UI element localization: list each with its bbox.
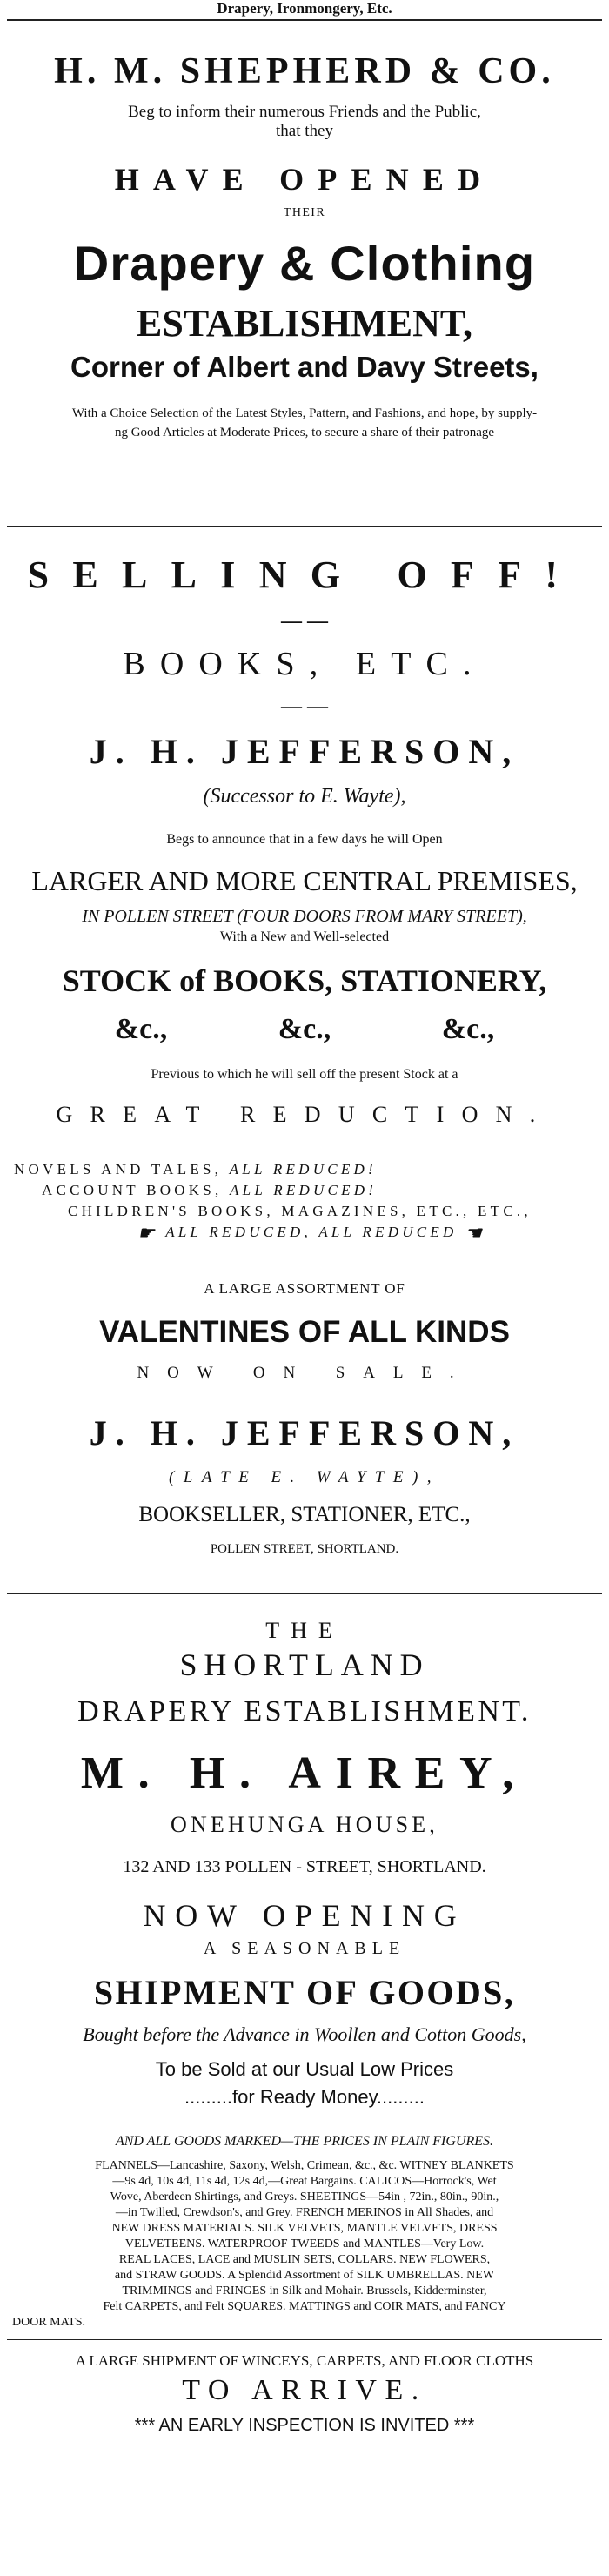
now-opening: NOW OPENING xyxy=(143,1898,466,1933)
now-on-sale: NOW ON SALE. xyxy=(137,1364,472,1383)
intro-line: Beg to inform their numerous Friends and the Public, xyxy=(128,103,481,121)
goods-list xyxy=(7,2158,602,2331)
pointing-hand-icon-left: ☚ xyxy=(465,1222,485,1244)
have-opened: HAVE OPENED xyxy=(114,162,495,197)
late-wayte: (LATE E. WAYTE), xyxy=(169,1468,440,1487)
address-line: POLLEN STREET, SHORTLAND. xyxy=(210,1542,399,1557)
seasonable: A SEASONABLE xyxy=(203,1939,406,1958)
account-reduced: ALL REDUCED! xyxy=(230,1182,378,1198)
goods-line: —in Twilled, Crewdson's, and Grey. FRENCH MERINOS in All Shades, and xyxy=(115,2206,494,2219)
goods-line-last: DOOR MATS. xyxy=(12,2316,86,2329)
intro-line-2: that they xyxy=(276,122,333,140)
ad-jefferson xyxy=(7,527,602,1593)
body-line-2: ng Good Articles at Moderate Prices, to secure a share of their patronage xyxy=(114,426,495,439)
children-label: CHILDREN'S BOOKS, MAGAZINES, ETC., ETC., xyxy=(68,1203,532,1219)
corner-streets: Corner of Albert and Davy Streets, xyxy=(70,351,539,383)
page-header xyxy=(7,0,602,19)
shipment-goods: SHIPMENT OF GOODS, xyxy=(93,1973,516,2012)
selling-off: SELLING OFF! xyxy=(27,553,582,596)
divider-3 xyxy=(7,2339,602,2340)
goods-line: REAL LACES, LACE and MUSLIN SETS, COLLARS. NEW FLOWERS, xyxy=(118,2253,491,2266)
pointing-hand-icon: ☛ xyxy=(137,1222,158,1244)
successor-line: (Successor to E. Wayte), xyxy=(203,785,406,808)
reduced-list xyxy=(7,1159,602,1244)
wincey-line: A LARGE SHIPMENT OF WINCEYS, CARPETS, AND FLOOR CLOTHS xyxy=(75,2352,534,2369)
to-arrive: TO ARRIVE. xyxy=(182,2374,427,2406)
novels-reduced: ALL REDUCED! xyxy=(229,1161,377,1177)
goods-line: —9s 4d, 10s 4d, 11s 4d, 12s 4d,—Great Bargains. CALICOS—Horrock's, Wet xyxy=(112,2175,497,2188)
goods-line: NEW DRESS MATERIALS. SILK VELVETS, MANTLE VELVETS, DRESS xyxy=(111,2222,498,2235)
novels-label: NOVELS AND TALES, xyxy=(14,1161,223,1177)
previous-line: Previous to which he will sell off the present Stock at a xyxy=(151,1067,458,1082)
etc-row xyxy=(7,1011,602,1048)
sold-line: To be Sold at our Usual Low Prices xyxy=(155,2058,454,2080)
books-etc: BOOKS, ETC. xyxy=(123,646,486,682)
the-label: THE xyxy=(265,1618,344,1643)
larger-premises: LARGER AND MORE CENTRAL PREMISES, xyxy=(31,865,578,896)
inspection-line: *** AN EARLY INSPECTION IS INVITED *** xyxy=(134,2416,475,2435)
all-reduced-line xyxy=(7,1222,602,1244)
announce-line: Begs to announce that in a few days he will Open xyxy=(166,832,443,847)
airey-address: 132 AND 133 POLLEN - STREET, SHORTLAND. xyxy=(123,1857,486,1876)
establishment: ESTABLISHMENT, xyxy=(137,302,472,345)
children-line xyxy=(7,1201,602,1222)
goods-line: TRIMMINGS and FRINGES in Silk and Mohair. Brussels, Kidderminster, xyxy=(122,2284,487,2298)
all-reduced-text: ALL REDUCED, ALL REDUCED xyxy=(165,1224,458,1240)
jefferson-name-2: J. H. JEFFERSON, xyxy=(89,1413,520,1453)
etc-3: &c., xyxy=(441,1013,495,1045)
ad-airey xyxy=(7,1594,602,2576)
account-line xyxy=(7,1180,602,1201)
body-line-1: With a Choice Selection of the Latest Styles, Pattern, and Fashions, and hope, by supply- xyxy=(71,406,538,420)
etc-1: &c., xyxy=(114,1013,168,1045)
jefferson-name: J. H. JEFFERSON, xyxy=(89,732,520,771)
firm-name: H. M. SHEPHERD & CO. xyxy=(54,51,555,91)
ready-money: .........for Ready Money......... xyxy=(184,2086,425,2108)
stock-books: STOCK of BOOKS, STATIONERY, xyxy=(62,963,547,998)
drapery-clothing: Drapery & Clothing xyxy=(73,236,536,291)
goods-line: and STRAW GOODS. A Splendid Assortment of SILK UMBRELLAS. NEW xyxy=(114,2269,495,2282)
etc-2: &c., xyxy=(278,1013,331,1045)
ad-shepherd xyxy=(7,21,602,526)
airey-name: M. H. AIREY, xyxy=(80,1748,529,1798)
dash-2: — — xyxy=(281,695,328,718)
goods-line: VELVETEENS. WATERPROOF TWEEDS and MANTLES—Very Low. xyxy=(124,2237,485,2251)
assortment-line: A LARGE ASSORTMENT OF xyxy=(204,1280,405,1298)
novels-line xyxy=(7,1159,602,1180)
header-title: Drapery, Ironmongery, Etc. xyxy=(217,0,392,17)
their-label: THEIR xyxy=(283,206,326,219)
bought-line: Bought before the Advance in Woollen and Cotton Goods, xyxy=(83,2023,526,2045)
dash-1: — — xyxy=(281,610,328,633)
great-reduction: GREAT REDUCTION. xyxy=(56,1102,553,1127)
bookseller-line: BOOKSELLER, STATIONER, ETC., xyxy=(138,1503,471,1527)
new-stock-line: With a New and Well-selected xyxy=(219,929,390,944)
onehunga-house: ONEHUNGA HOUSE, xyxy=(171,1812,438,1837)
goods-line: FLANNELS—Lancashire, Saxony, Welsh, Crimean, &c., &c. WITNEY BLANKETS xyxy=(95,2159,514,2172)
shortland: SHORTLAND xyxy=(179,1647,430,1682)
goods-line: Wove, Aberdeen Shirtings, and Greys. SHEETINGS—54in , 72in., 80in., 90in., xyxy=(110,2190,499,2204)
marked-line: AND ALL GOODS MARKED—THE PRICES IN PLAIN FIGURES. xyxy=(115,2134,494,2149)
goods-line: Felt CARPETS, and Felt SQUARES. MATTINGS and COIR MATS, and FANCY xyxy=(103,2300,506,2313)
valentines: VALENTINES OF ALL KINDS xyxy=(99,1315,510,1350)
account-label: ACCOUNT BOOKS, xyxy=(42,1182,223,1198)
pollen-street-line: IN POLLEN STREET (FOUR DOORS FROM MARY STREET), xyxy=(82,907,527,926)
drapery-establishment: DRAPERY ESTABLISHMENT. xyxy=(77,1695,532,1727)
